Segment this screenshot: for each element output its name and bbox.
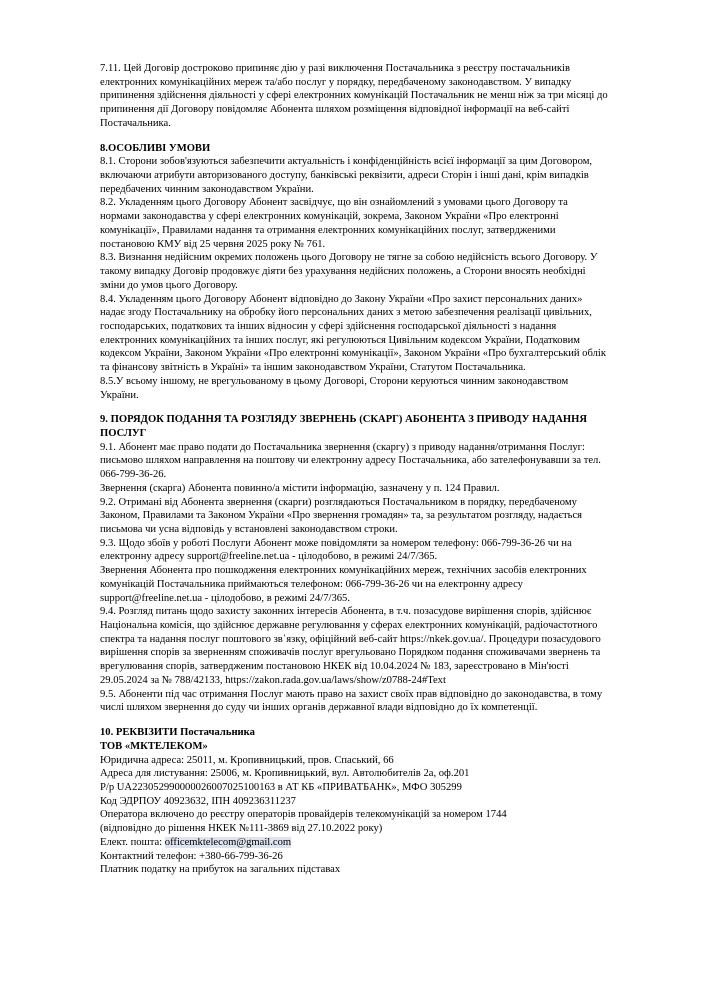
- supplier-company-name: ТОВ «МКТЕЛЕКОМ»: [100, 740, 208, 752]
- supplier-mailing-address: Адреса для листування: 25006, м. Кропивницький, вул. Автолюбителів 2а, оф.201: [100, 768, 470, 780]
- supplier-bank-account: Р/р UA223052990000026007025100163 в АТ КБ «ПРИВАТБАНК», МФО 305299: [100, 781, 462, 793]
- clause-8-2: 8.2. Укладенням цього Договору Абонент засвідчує, що він ознайомлений з умовами цього Договору та нормами законодавства у сфері електронних комунікацій, зокрема, Законом України «Про електронні комунікації», Правилами надання та отримання електронних комунікаційних послуг, затвердженими постановою КМУ від 25 червня 2025 року № 761.: [100, 197, 568, 250]
- clause-8-1: 8.1. Сторони зобов'язуються забезпечити актуальність і конфіденційність всієї інформації за цим Договором, включаючи атрибути авторизованого доступу, банківські реквізити, адреси Сторін і інші дані, крім випадків передбачених чинним законодавством України.: [100, 156, 593, 195]
- section-10-number: 10. РЕКВІЗИТИ: [100, 727, 181, 739]
- paragraph-spacer: [100, 402, 608, 413]
- clause-7-11: 7.11. Цей Договір достроково припиняє дію у разі виключення Постачальника з реєстру постачальників електронних комунікаційних мереж та/або послуг у порядку, передбаченому законодавством. У випадку припинення здійснення діяльності у сфері електронних комунікацій Постачальник не менш ніж за три місяці до припинення дії Договору повідомляє Абонента шляхом розміщення відповідної інформації на веб-сайті Постачальника.: [100, 63, 608, 129]
- supplier-tax-codes: Код ЭДРПОУ 40923632, ІПН 409236311237: [100, 795, 296, 807]
- clause-9-1-note: Звернення (скарга) Абонента повинно/а містити інформацію, зазначену у п. 124 Правил.: [100, 482, 500, 494]
- clause-8-4: 8.4. Укладенням цього Договору Абонент відповідно до Закону України «Про захист персональних даних» надає згоду Постачальнику на обробку його персональних даних з метою забезпечення реалізації цивільних, господарських, податкових та інших відносин у сфері здійснення господарської діяльності з надання електронних комунікаційних та інших послуг, які регулюються Цивільним кодексом України, Податковим кодексом України, Законом України «Про електронні комунікації», Законом України «Про бухгалтерський облік та фінансову звітність в Україні» та іншим законодавством України, Статутом Постачальника.: [100, 293, 606, 374]
- clause-8-5: 8.5.У всьому іншому, не врегульованому в цьому Договорі, Сторони керуються чинним законодавством України.: [100, 375, 569, 401]
- clause-9-4: 9.4. Розгляд питань щодо захисту законних інтересів Абонента, в т.ч. позасудове вирішення спорів, здійснює Національна комісія, що здійснює державне регулювання у сферах електронних комунікацій, радіочастотного спектра та надання послуг поштового зв᾿язку, офіційний веб-сайт https://nkek.gov.ua/. Процедури позасудового вирішення спорів за зверненням споживачів послуг врегульовано Порядком подання споживачами звернень та врегулювання спорів, затвердженим постановою НКЕК від 10.04.2024 № 183, зареєстровано в Мін'юсті 29.05.2024 за № 788/42133, https://zakon.rada.gov.ua/laws/show/z0788-24#Text: [100, 606, 601, 686]
- paragraph-spacer: [100, 131, 608, 142]
- supplier-legal-address: Юридична адреса: 25011, м. Кропивницький, пров. Спаський, 66: [100, 754, 394, 766]
- supplier-email-label: Елект. пошта:: [100, 836, 165, 848]
- supplier-email-line: [100, 836, 608, 850]
- clause-9-3-note: Звернення Абонента про пошкодження електронних комунікаційних мереж, технічних засобів електронних комунікацій Постачальника приймаються телефоном: 066-799-36-26 чи на електронну адресу support@freeline.net.ua - цілодобово, в режимі 24/7/365.: [100, 565, 587, 604]
- section-10-label: Постачальника: [180, 727, 255, 739]
- clause-9-5: 9.5. Абоненти під час отримання Послуг мають право на захист своїх прав відповідно до законодавства, в тому числі шляхом звернення до суду чи інших органів державної влади відповідно до їх компетенції.: [100, 688, 603, 714]
- supplier-email-link[interactable]: officemktelecom@gmail.com: [164, 836, 292, 848]
- document-body: [100, 62, 608, 877]
- paragraph-spacer: [100, 715, 608, 726]
- section-heading-10: [100, 726, 608, 740]
- clause-9-2: 9.2. Отримані від Абонента звернення (скарги) розглядаються Постачальником в порядку, передбаченому Законом, Правилами та Законом України «Про звернення громадян» та, за результатом розгляду, надається письмова чи усна відповідь у встановлені законодавством строки.: [100, 496, 583, 535]
- supplier-registry-line-2: (відповідно до рішення НКЕК №111-3869 від 27.10.2022 року): [100, 823, 383, 835]
- supplier-phone: Контактний телефон: +380-66-799-36-26: [100, 850, 283, 862]
- supplier-tax-status: Платник податку на прибуток на загальних підставах: [100, 864, 341, 876]
- section-heading-8: 8.ОСОБЛИВІ УМОВИ: [100, 142, 211, 154]
- supplier-registry-line-1: Оператора включено до реєстру операторів провайдерів телекомунікацій за номером 1744: [100, 809, 507, 821]
- clause-8-3: 8.3. Визнання недійсним окремих положень цього Договору не тягне за собою недійсність всього Договору. У такому випадку Договір продовжує діяти без урахування недійсних положень, а Сторони вносять необхідні зміни до умов цього Договору.: [100, 252, 598, 291]
- section-heading-9: 9. ПОРЯДОК ПОДАННЯ ТА РОЗГЛЯДУ ЗВЕРНЕНЬ (СКАРГ) АБОНЕНТА З ПРИВОДУ НАДАННЯ ПОСЛУГ: [100, 414, 588, 439]
- clause-9-1: 9.1. Абонент має право подати до Постачальника звернення (скаргу) з приводу надання/отримання Послуг: письмово шляхом направлення на поштову чи електронну адресу Постачальника, або зателефонувавши за тел. 066-799-36-26.: [100, 441, 601, 481]
- clause-9-3: 9.3. Щодо збоїв у роботі Послуги Абонент може повідомляти за номером телефону: 066-799-36-26 чи на електронну адресу support@freeline.net.ua - цілодобово, в режимі 24/7/365.: [100, 537, 572, 563]
